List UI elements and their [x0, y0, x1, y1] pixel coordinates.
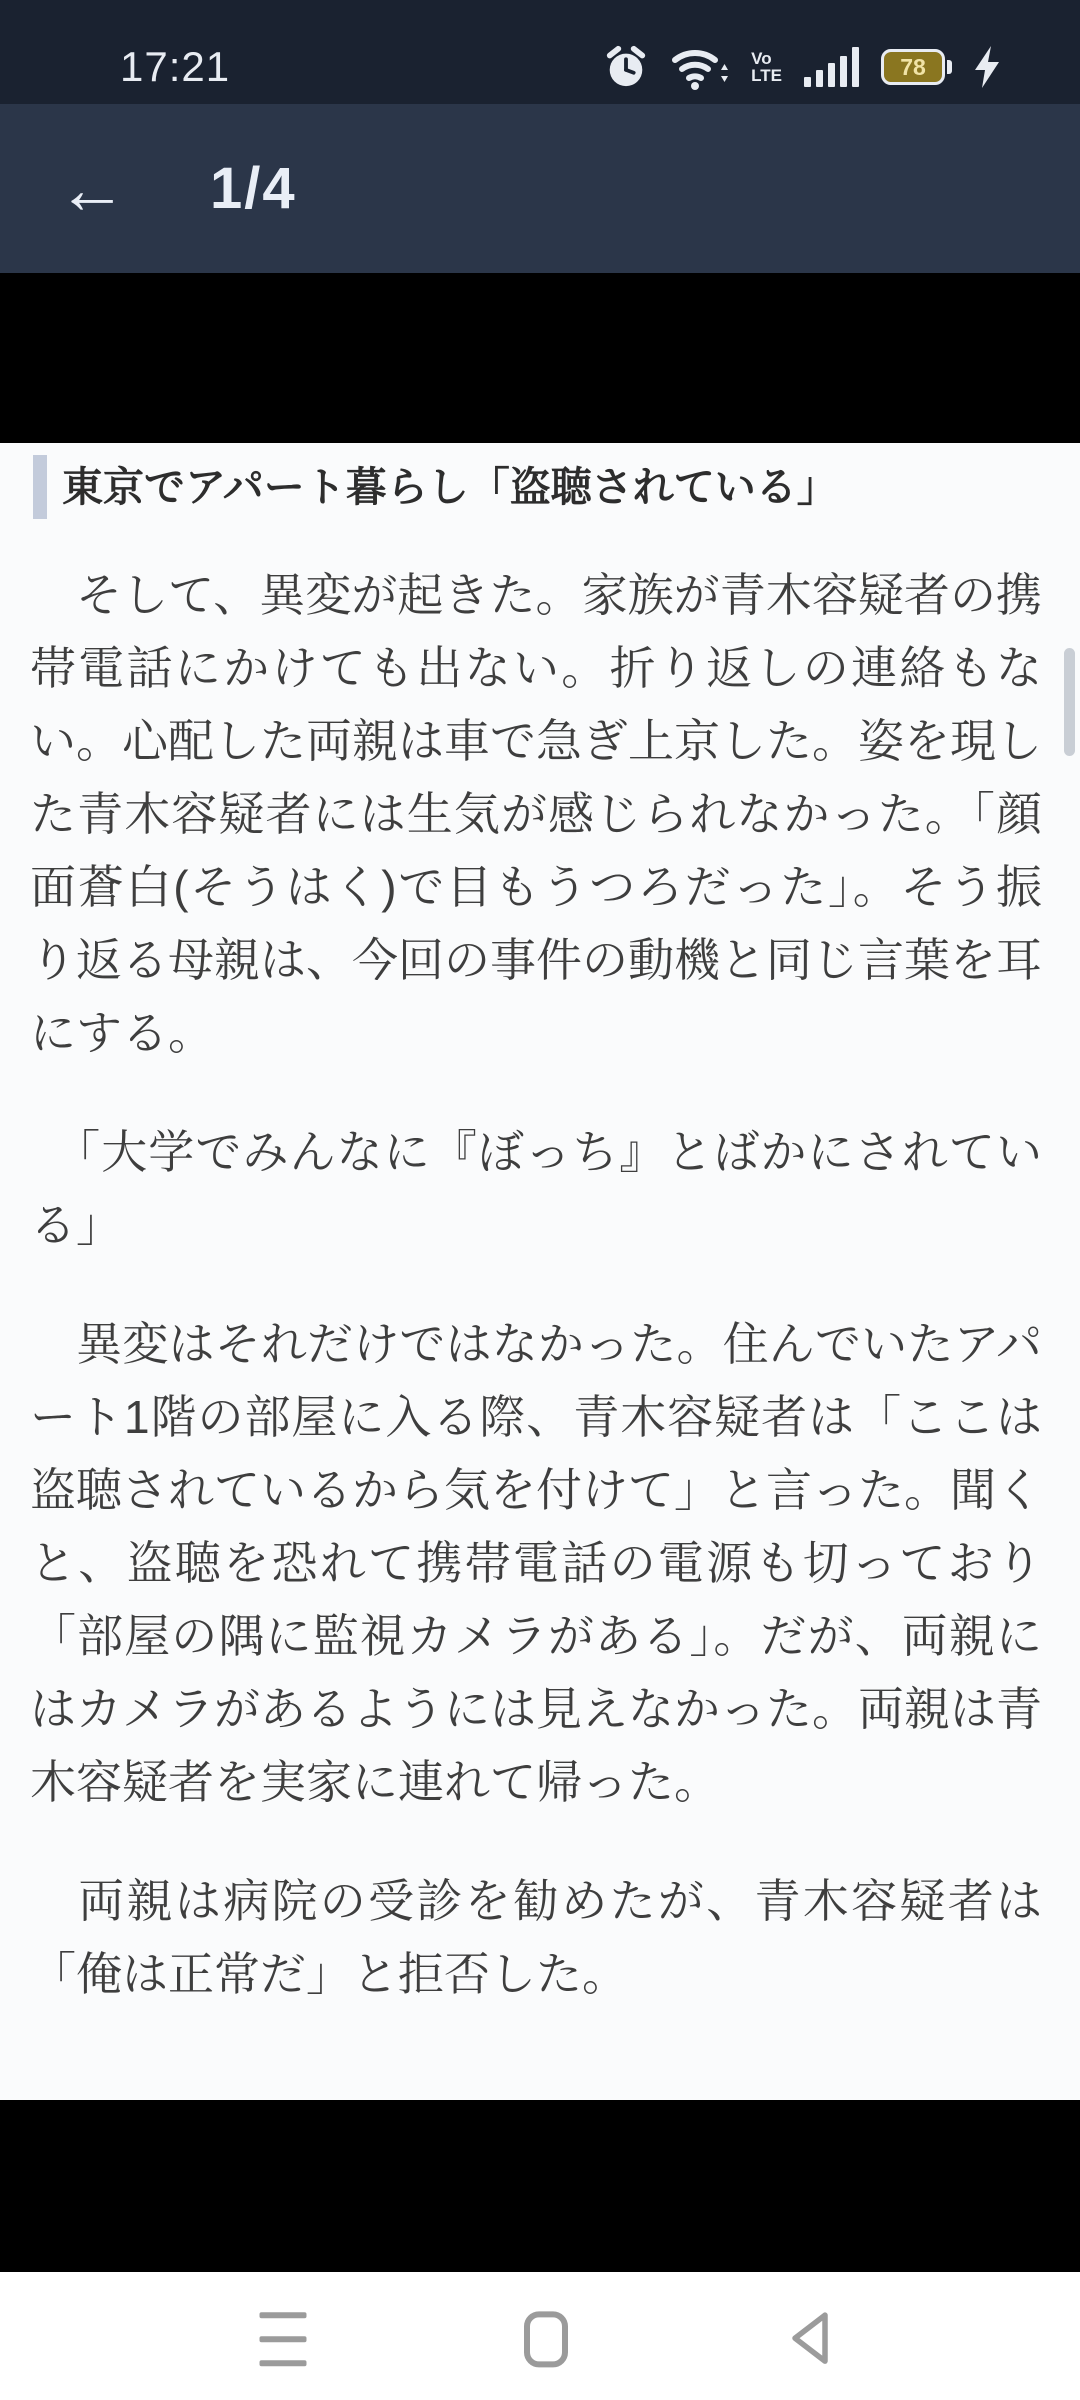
home-icon[interactable]: [524, 2311, 568, 2367]
letterbox-top: [0, 273, 1080, 443]
letterbox-bottom: [0, 2100, 1080, 2272]
menu-icon[interactable]: [260, 2312, 307, 2366]
volte-line1: Vo: [751, 49, 772, 68]
status-icons: [603, 44, 1000, 90]
article-paragraph: そして、異変が起きた。家族が青木容疑者の携帯電話にかけても出ない。折り返しの連絡もない。心配した両親は車で急ぎ上京した。姿を現した青木容疑者には生気が感じられなかった。「顔面蒼白(そうはく)で目もうつろだった」。そう振り返る母親は、今回の事件の動機と同じ言葉を耳にする。: [30, 569, 1042, 1059]
battery-icon: [881, 49, 952, 85]
article-paragraph: 「大学でみんなに『ぼっち』とばかにされている」: [30, 1126, 1042, 1251]
status-bar: [0, 0, 1080, 104]
back-button[interactable]: ←: [52, 154, 132, 224]
article-heading: 東京でアパート暮らし「盗聴されている」: [33, 455, 1042, 519]
article-paragraph: 両親は病院の受診を勧めたが、青木容疑者は「俺は正常だ」と拒否した。: [30, 1875, 1042, 2000]
app-header: [0, 104, 1080, 273]
article-paragraph: 異変はそれだけではなかった。住んでいたアパート1階の部屋に入る際、青木容疑者は「ここは盗聴されているから気を付けて」と言った。聞くと、盗聴を恐れて携帯電話の電源も切っており「部屋の隅に監視カメラがある」。だが、両親にはカメラがあるようには見えなかった。両親は青木容疑者を実家に連れて帰った。: [30, 1318, 1042, 1808]
volte-line2: LTE: [751, 66, 782, 85]
clock-time: 17:21: [120, 43, 231, 90]
signal-icon: [804, 47, 859, 87]
battery-percent: 78: [900, 53, 926, 80]
article-content: [0, 443, 1080, 2100]
back-nav-icon[interactable]: [787, 2309, 831, 2370]
scrollbar-thumb[interactable]: [1064, 648, 1075, 756]
android-nav-bar: [0, 2272, 1080, 2400]
volte-icon: [751, 50, 782, 84]
page-indicator: 1/4: [210, 156, 297, 221]
charging-icon: [974, 46, 1000, 88]
wifi-icon: [671, 44, 729, 90]
alarm-icon: [603, 44, 649, 90]
